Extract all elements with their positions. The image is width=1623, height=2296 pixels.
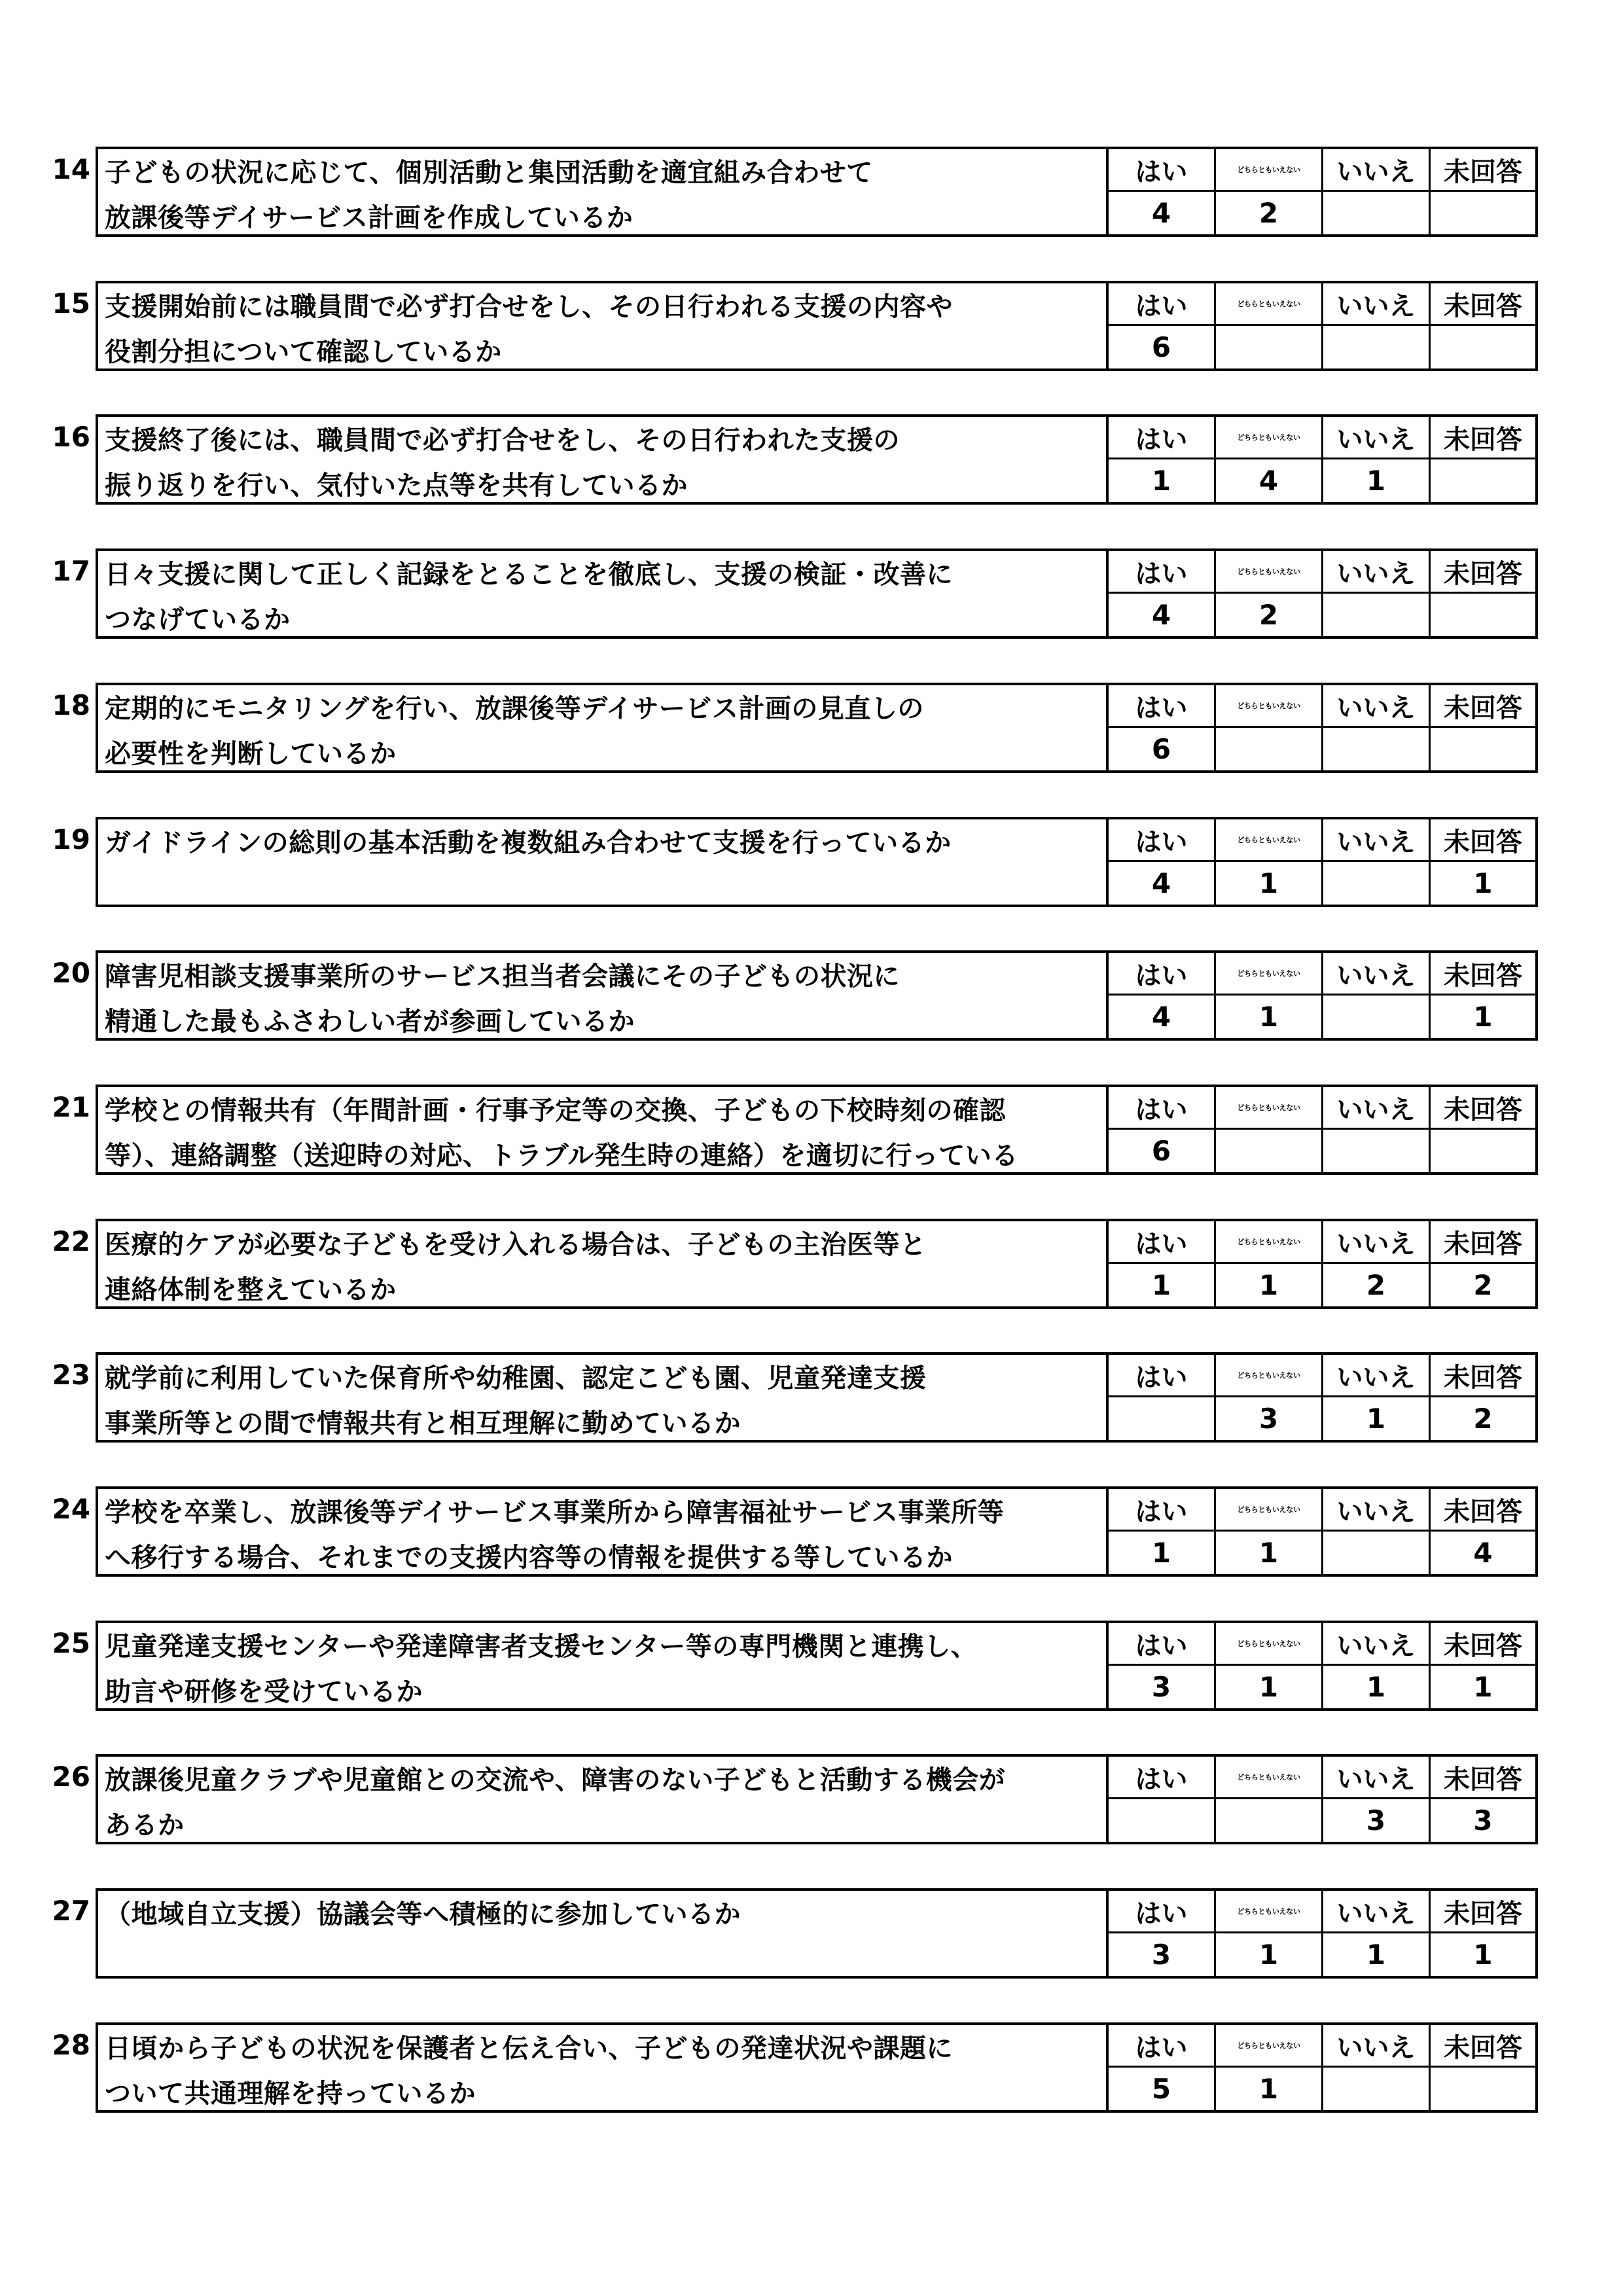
- count-yes: 3: [1109, 1666, 1216, 1708]
- question-box: [96, 2022, 1109, 2113]
- count-no: [1323, 862, 1431, 905]
- question-number: 28: [52, 2029, 90, 2061]
- header-neither: どちらともいえない: [1216, 819, 1323, 862]
- header-unanswered: 未回答: [1431, 685, 1535, 728]
- question-block: [0, 1621, 1623, 1711]
- header-unanswered: 未回答: [1431, 1757, 1535, 1799]
- header-unanswered: 未回答: [1431, 1221, 1535, 1264]
- question-text: 児童発達支援センターや発達障害者支援センター等の専門機関と連携し、 助言や研修を受けているか: [105, 1632, 978, 1707]
- question-text: 医療的ケアが必要な子どもを受け入れる場合は、子どもの主治医等と 連絡体制を整えているか: [105, 1230, 927, 1305]
- answer-grid: [1106, 950, 1538, 1041]
- count-yes: 6: [1109, 728, 1216, 770]
- question-number: 24: [52, 1493, 90, 1525]
- question-block: [0, 1085, 1623, 1175]
- question-text: 日頃から子どもの状況を保護者と伝え合い、子どもの発達状況や課題に ついて共通理解を持っているか: [105, 2034, 953, 2109]
- count-no: 1: [1323, 1397, 1431, 1440]
- question-number: 15: [52, 287, 90, 319]
- question-block: [0, 950, 1623, 1041]
- count-no: [1323, 1532, 1431, 1574]
- count-yes: 1: [1109, 459, 1216, 502]
- header-neither: どちらともいえない: [1216, 417, 1323, 459]
- question-box: [96, 1486, 1109, 1577]
- count-unanswered: [1431, 594, 1535, 636]
- answer-grid: [1106, 1352, 1538, 1443]
- header-no: いいえ: [1323, 1087, 1431, 1130]
- count-neither: 1: [1216, 862, 1323, 905]
- answer-grid: [1106, 1219, 1538, 1309]
- header-yes: はい: [1109, 1489, 1216, 1532]
- count-no: [1323, 996, 1431, 1038]
- count-unanswered: 4: [1473, 1537, 1493, 1569]
- header-yes: はい: [1109, 1757, 1216, 1799]
- question-box: [96, 1621, 1109, 1711]
- question-number: 19: [52, 823, 90, 855]
- question-block: [0, 548, 1623, 639]
- count-yes: 4: [1109, 192, 1216, 234]
- header-neither: どちらともいえない: [1216, 1757, 1323, 1799]
- header-unanswered: 未回答: [1431, 1489, 1535, 1532]
- question-number: 22: [52, 1225, 90, 1257]
- header-neither: どちらともいえない: [1216, 1087, 1323, 1130]
- question-text: ガイドラインの総則の基本活動を複数組み合わせて支援を行っているか: [105, 828, 952, 858]
- count-yes: 4: [1109, 996, 1216, 1038]
- count-neither: 1: [1216, 996, 1323, 1038]
- count-yes: 4: [1109, 594, 1216, 636]
- header-no: いいえ: [1323, 953, 1431, 996]
- header-neither: どちらともいえない: [1216, 1891, 1323, 1933]
- header-neither: どちらともいえない: [1216, 1623, 1323, 1666]
- count-yes: 1: [1109, 1264, 1216, 1306]
- question-number: 25: [52, 1627, 90, 1659]
- question-block: [0, 817, 1623, 907]
- header-unanswered: 未回答: [1431, 1623, 1535, 1666]
- answer-grid: [1106, 281, 1538, 371]
- count-neither: 1: [1216, 2068, 1323, 2110]
- count-unanswered: 2: [1473, 1403, 1493, 1435]
- question-number: 21: [52, 1091, 90, 1123]
- header-yes: はい: [1109, 417, 1216, 459]
- question-text: 障害児相談支援事業所のサービス担当者会議にその子どもの状況に 精通した最もふさわしい者が参画しているか: [105, 961, 900, 1037]
- question-text: 放課後児童クラブや児童館との交流や、障害のない子どもと活動する機会が あるか: [105, 1765, 1006, 1840]
- answer-grid: [1106, 548, 1538, 639]
- count-neither: [1216, 728, 1323, 770]
- question-text: 定期的にモニタリングを行い、放課後等デイサービス計画の見直しの 必要性を判断しているか: [105, 694, 924, 769]
- answer-grid: [1106, 414, 1538, 505]
- header-yes: はい: [1109, 149, 1216, 192]
- count-yes: 4: [1109, 862, 1216, 905]
- header-unanswered: 未回答: [1431, 953, 1535, 996]
- count-yes: 6: [1109, 1130, 1216, 1172]
- header-no: いいえ: [1323, 1623, 1431, 1666]
- answer-grid: [1106, 2022, 1538, 2113]
- count-neither: [1216, 1799, 1323, 1842]
- question-box: [96, 1085, 1109, 1175]
- count-no: [1323, 326, 1431, 368]
- count-neither: [1216, 326, 1323, 368]
- count-unanswered: 1: [1473, 1671, 1493, 1703]
- question-box: [96, 1754, 1109, 1844]
- question-box: [96, 1888, 1109, 1979]
- count-neither: 4: [1216, 459, 1323, 502]
- question-number: 26: [52, 1761, 90, 1793]
- question-block: [0, 281, 1623, 371]
- header-neither: どちらともいえない: [1216, 1355, 1323, 1397]
- count-no: 3: [1323, 1799, 1431, 1842]
- question-number: 20: [52, 957, 90, 989]
- header-unanswered: 未回答: [1431, 2025, 1535, 2068]
- question-box: [96, 1352, 1109, 1443]
- header-yes: はい: [1109, 953, 1216, 996]
- question-box: [96, 281, 1109, 371]
- header-yes: はい: [1109, 283, 1216, 326]
- question-text: 支援開始前には職員間で必ず打合せをし、その日行われる支援の内容や 役割分担について確認しているか: [105, 292, 953, 367]
- header-neither: どちらともいえない: [1216, 685, 1323, 728]
- question-box: [96, 548, 1109, 639]
- count-unanswered: [1431, 459, 1535, 502]
- count-neither: 1: [1216, 1532, 1323, 1574]
- question-number: 14: [52, 153, 90, 185]
- question-block: [0, 1486, 1623, 1577]
- header-unanswered: 未回答: [1431, 1355, 1535, 1397]
- question-number: 23: [52, 1359, 90, 1391]
- header-no: いいえ: [1323, 1489, 1431, 1532]
- question-box: [96, 147, 1109, 237]
- header-no: いいえ: [1323, 417, 1431, 459]
- answer-grid: [1106, 147, 1538, 237]
- header-no: いいえ: [1323, 685, 1431, 728]
- count-neither: 2: [1216, 192, 1323, 234]
- question-block: [0, 1754, 1623, 1844]
- header-unanswered: 未回答: [1431, 819, 1535, 862]
- header-no: いいえ: [1323, 149, 1431, 192]
- header-unanswered: 未回答: [1431, 149, 1535, 192]
- header-neither: どちらともいえない: [1216, 953, 1323, 996]
- count-unanswered: 1: [1473, 1001, 1493, 1033]
- count-yes: 3: [1109, 1933, 1216, 1976]
- count-yes: 5: [1109, 2068, 1216, 2110]
- question-block: [0, 1888, 1623, 1979]
- answer-grid: [1106, 1486, 1538, 1577]
- question-number: 16: [52, 421, 90, 453]
- header-no: いいえ: [1323, 2025, 1431, 2068]
- count-neither: 1: [1216, 1666, 1323, 1708]
- answer-grid: [1106, 1754, 1538, 1844]
- answer-grid: [1106, 817, 1538, 907]
- header-neither: どちらともいえない: [1216, 551, 1323, 594]
- count-unanswered: 1: [1473, 1939, 1493, 1971]
- count-unanswered: [1431, 192, 1535, 234]
- count-yes: 6: [1109, 326, 1216, 368]
- header-neither: どちらともいえない: [1216, 1221, 1323, 1264]
- count-yes: [1109, 1799, 1216, 1842]
- count-no: [1323, 728, 1431, 770]
- question-box: [96, 950, 1109, 1041]
- header-no: いいえ: [1323, 1355, 1431, 1397]
- header-no: いいえ: [1323, 1757, 1431, 1799]
- question-box: [96, 683, 1109, 773]
- count-neither: 1: [1216, 1264, 1323, 1306]
- count-unanswered: [1431, 1130, 1535, 1172]
- question-block: [0, 2022, 1623, 2113]
- header-no: いいえ: [1323, 1891, 1431, 1933]
- question-text: 支援終了後には、職員間で必ず打合せをし、その日行われた支援の 振り返りを行い、気付いた点等を共有しているか: [105, 425, 900, 501]
- header-yes: はい: [1109, 1221, 1216, 1264]
- answer-grid: [1106, 1888, 1538, 1979]
- question-text: 日々支援に関して正しく記録をとることを徹底し、支援の検証・改善に つなげているか: [105, 560, 953, 635]
- answer-grid: [1106, 1085, 1538, 1175]
- header-yes: はい: [1109, 2025, 1216, 2068]
- question-block: [0, 1352, 1623, 1443]
- count-unanswered: [1431, 2068, 1535, 2110]
- question-number: 18: [52, 689, 90, 721]
- count-no: [1323, 2068, 1431, 2110]
- count-unanswered: 3: [1473, 1804, 1493, 1837]
- header-unanswered: 未回答: [1431, 283, 1535, 326]
- count-no: [1323, 594, 1431, 636]
- header-neither: どちらともいえない: [1216, 149, 1323, 192]
- count-no: [1323, 192, 1431, 234]
- header-unanswered: 未回答: [1431, 1891, 1535, 1933]
- header-unanswered: 未回答: [1431, 1087, 1535, 1130]
- count-neither: 3: [1216, 1397, 1323, 1440]
- question-block: [0, 1219, 1623, 1309]
- count-no: 1: [1323, 1933, 1431, 1976]
- header-yes: はい: [1109, 551, 1216, 594]
- header-yes: はい: [1109, 1891, 1216, 1933]
- header-yes: はい: [1109, 819, 1216, 862]
- question-box: [96, 817, 1109, 907]
- question-box: [96, 1219, 1109, 1309]
- header-neither: どちらともいえない: [1216, 283, 1323, 326]
- question-text: 学校との情報共有（年間計画・行事予定等の交換、子どもの下校時刻の確認 等）、連絡調整（送迎時の対応、トラブル発生時の連絡）を適切に行っている: [105, 1096, 1018, 1171]
- header-yes: はい: [1109, 1623, 1216, 1666]
- question-number: 17: [52, 555, 90, 587]
- question-block: [0, 414, 1623, 505]
- header-unanswered: 未回答: [1431, 417, 1535, 459]
- question-number: 27: [52, 1895, 90, 1927]
- question-text: （地域自立支援）協議会等へ積極的に参加しているか: [105, 1899, 741, 1929]
- answer-grid: [1106, 1621, 1538, 1711]
- count-no: 1: [1323, 1666, 1431, 1708]
- count-unanswered: [1431, 728, 1535, 770]
- header-yes: はい: [1109, 685, 1216, 728]
- header-neither: どちらともいえない: [1216, 2025, 1323, 2068]
- header-neither: どちらともいえない: [1216, 1489, 1323, 1532]
- count-neither: [1216, 1130, 1323, 1172]
- count-unanswered: [1431, 326, 1535, 368]
- count-yes: 1: [1109, 1532, 1216, 1574]
- count-no: 1: [1323, 459, 1431, 502]
- count-no: 2: [1323, 1264, 1431, 1306]
- question-box: [96, 414, 1109, 505]
- question-text: 就学前に利用していた保育所や幼稚園、認定こども園、児童発達支援 事業所等との間で情報共有と相互理解に勤めているか: [105, 1363, 927, 1439]
- header-yes: はい: [1109, 1355, 1216, 1397]
- question-text: 子どもの状況に応じて、個別活動と集団活動を適宜組み合わせて 放課後等デイサービス計画を作成しているか: [105, 158, 873, 233]
- header-unanswered: 未回答: [1431, 551, 1535, 594]
- header-no: いいえ: [1323, 1221, 1431, 1264]
- question-block: [0, 683, 1623, 773]
- question-text: 学校を卒業し、放課後等デイサービス事業所から障害福祉サービス事業所等 へ移行する場合、それまでの支援内容等の情報を提供する等しているか: [105, 1498, 1005, 1573]
- count-yes: [1109, 1397, 1216, 1440]
- count-unanswered: 1: [1473, 867, 1493, 899]
- count-no: [1323, 1130, 1431, 1172]
- count-neither: 2: [1216, 594, 1323, 636]
- header-no: いいえ: [1323, 283, 1431, 326]
- count-unanswered: 2: [1473, 1269, 1493, 1301]
- answer-grid: [1106, 683, 1538, 773]
- count-neither: 1: [1216, 1933, 1323, 1976]
- header-yes: はい: [1109, 1087, 1216, 1130]
- header-no: いいえ: [1323, 819, 1431, 862]
- header-no: いいえ: [1323, 551, 1431, 594]
- question-block: [0, 147, 1623, 237]
